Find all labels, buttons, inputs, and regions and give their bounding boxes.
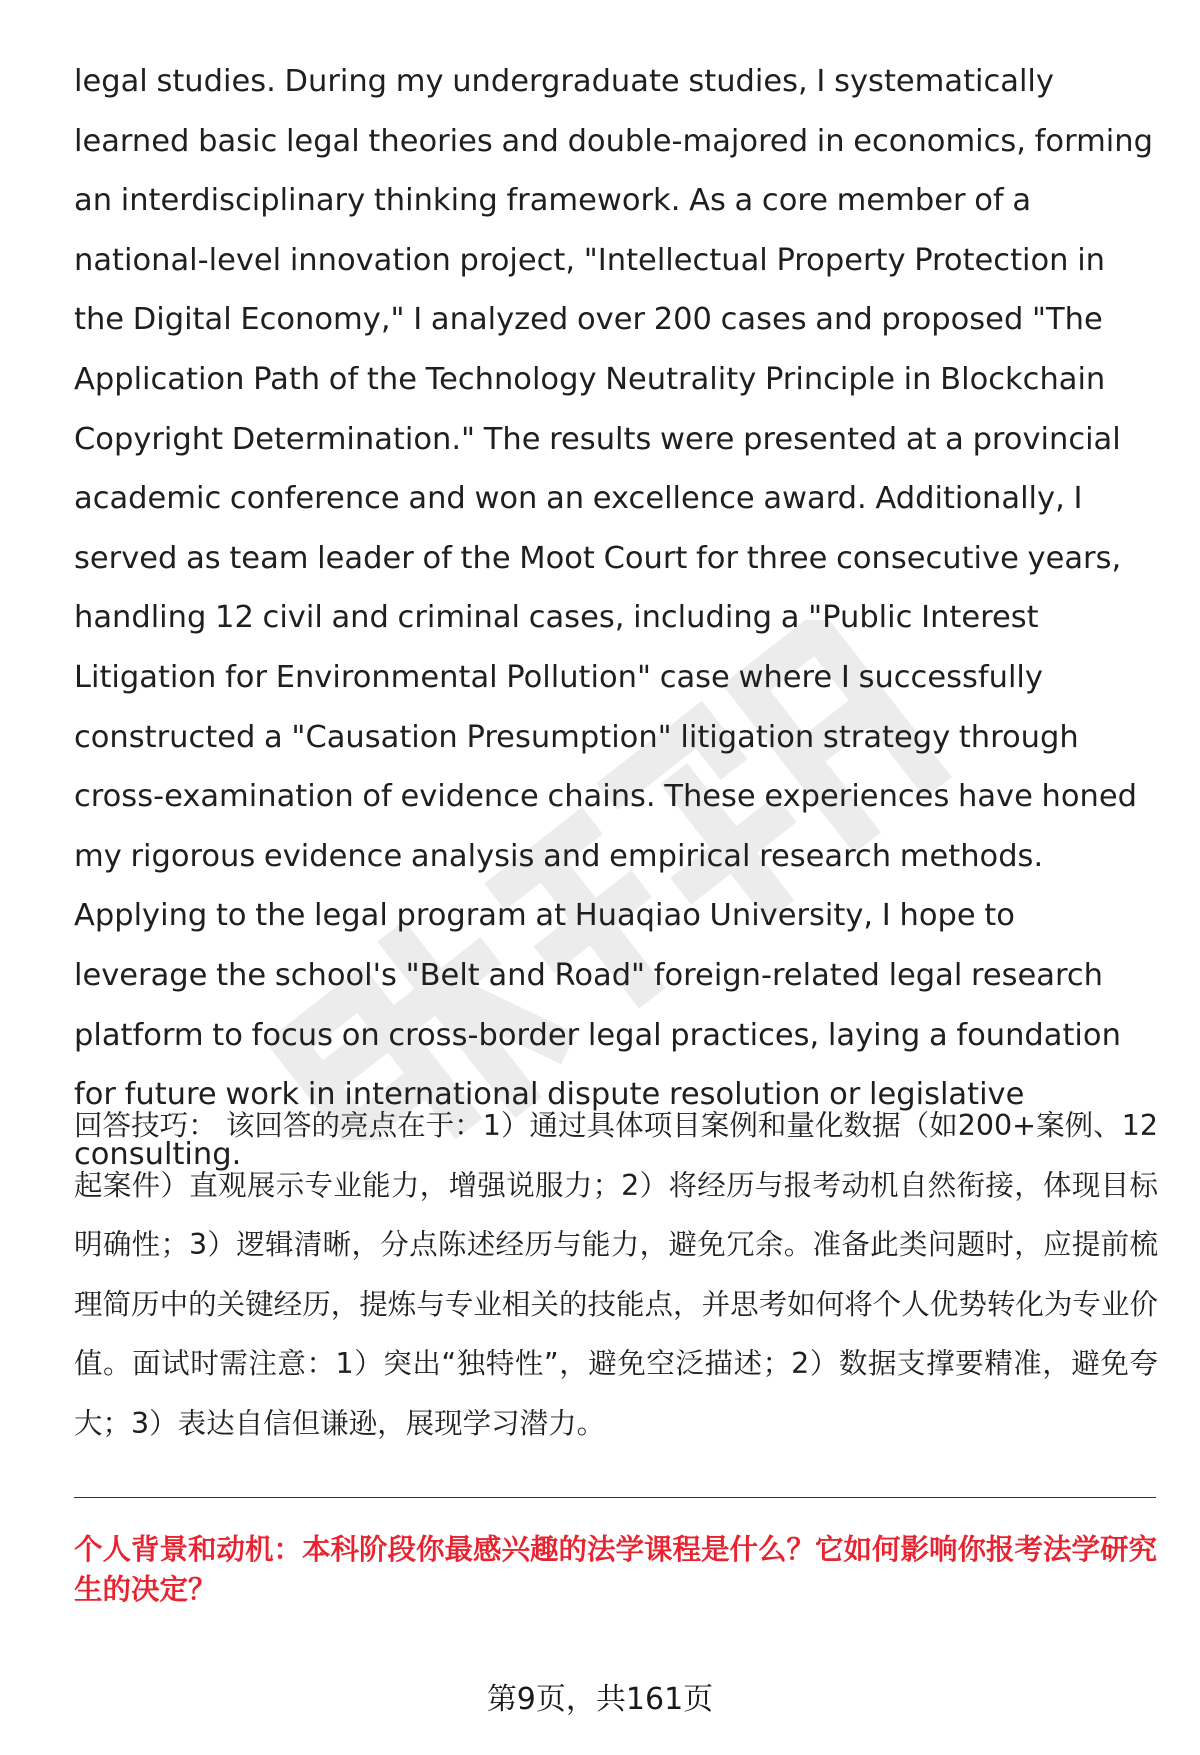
answer-tips-paragraph: 回答技巧： 该回答的亮点在于：1）通过具体项目案例和量化数据（如200+案例、12起案件）直观展示专业能力，增强说服力；2）将经历与报考动机自然衔接，体现目标明确性；3）逻辑清晰，分点陈述经历与能力，避免冗余。准备此类问题时，应提前梳理简历中的关键经历，提炼与专业相关的技能点，并思考如何将个人优势转化为专业价值。面试时需注意：1）突出“独特性”，避免空泛描述；2）数据支撑要精准，避免夸大；3）表达自信但谦逊，展现学习潜力。 bbox=[74, 1109, 1158, 1440]
next-question-heading: 个人背景和动机：本科阶段你最感兴趣的法学课程是什么？它如何影响你报考法学研究生的决定？ bbox=[74, 1533, 1158, 1606]
section-divider bbox=[74, 1497, 1156, 1498]
english-answer-paragraph: legal studies. During my undergraduate studies, I systematically learned basic legal theories and double-majored in economics, forming an interdisciplinary thinking framework. As a core member of a national-level innovation project, "Intellectual Property Protection in the Digital Economy," I analyzed over 200 cases and proposed "The Application Path of the Technology Neutrality Principle in Blockchain Copyright Determination." The results were presented at a provincial academic conference and won an excellence award. Additionally, I served as team leader of the Moot Court for three consecutive years, handling 12 civil and criminal cases, including a "Public Interest Litigation for Environmental Pollution" case where I successfully constructed a "Causation Presumption" litigation strategy through cross-examination of evidence chains. These experiences have honed my rigorous evidence analysis and empirical research methods. Applying to the legal program at Huaqiao University, I hope to leverage the school's "Belt and Road" foreign-related legal research platform to focus on cross-border legal practices, laying a foundation for future work in international dispute resolution or legislative consulting. bbox=[74, 64, 1153, 1172]
page-indicator: 第9页，共161页 bbox=[486, 1682, 714, 1717]
